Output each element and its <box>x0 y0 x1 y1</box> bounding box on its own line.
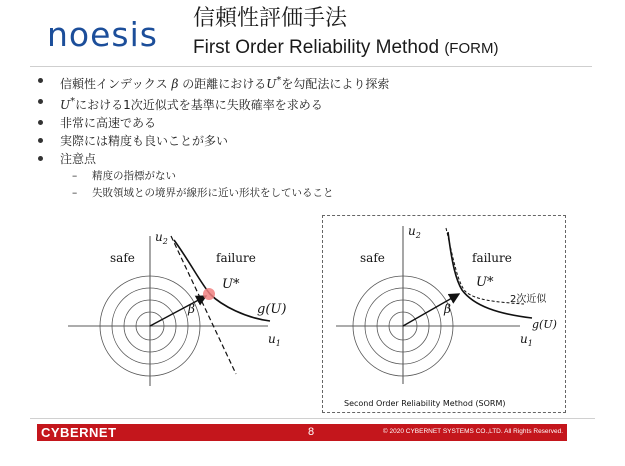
u-symbol: U <box>266 77 277 91</box>
cybernet-logo: CYBERNET <box>41 425 117 440</box>
limit-state-label: g(U) <box>532 318 557 331</box>
sorm-caption: Second Order Reliability Method (SORM) <box>344 399 506 408</box>
beta-label: β <box>444 302 451 316</box>
footer-band <box>37 424 567 441</box>
copyright-notice: © 2020 CYBERNET SYSTEMS CO.,LTD. All Rights Reserved. <box>382 428 563 435</box>
safe-label: safe <box>360 251 385 265</box>
axis-u1-label: $u_1$ <box>268 332 281 348</box>
footer-divider <box>30 418 595 419</box>
noesis-logo: noesis <box>47 15 158 54</box>
title-en-abbr: (FORM) <box>444 40 499 57</box>
quadratic-approximation-curve <box>446 228 524 304</box>
limit-state-label: g(U) <box>257 302 287 317</box>
sub-bullet-item: – 精度の指標がない <box>60 168 389 185</box>
title-en-main: First Order Reliability Method <box>193 37 440 58</box>
page-number: 8 <box>308 426 315 438</box>
bullet-item: 非常に高速である <box>60 114 389 132</box>
failure-label: failure <box>472 251 512 265</box>
u-symbol: U <box>60 98 71 112</box>
slide-title-jp: 信頼性評価手法 <box>193 6 348 31</box>
bullet-text: 信頼性インデックス <box>60 77 172 91</box>
approximation-label: 2次近似 <box>510 294 547 305</box>
failure-label: failure <box>216 251 256 265</box>
axis-u1-label: $u_1$ <box>520 332 533 348</box>
star-superscript: * <box>70 96 76 107</box>
star-superscript: * <box>276 75 282 86</box>
design-point-label: U* <box>476 275 494 290</box>
axis-u2-label: $u_2$ <box>408 224 421 240</box>
sub-bullet-item: – 失敗領域との境界が線形に近い形状をしていること <box>60 185 389 202</box>
beta-symbol: β <box>171 77 179 91</box>
bullet-text: における1次近似式を基準に失敗確率を求める <box>75 98 323 112</box>
safe-label: safe <box>110 251 135 265</box>
beta-label: β <box>188 302 195 316</box>
bullet-item: 実際には精度も良いことが多い <box>60 132 389 150</box>
design-point-label: U* <box>222 277 240 292</box>
bullet-item: 注意点 <box>60 150 389 168</box>
axis-u2-label: $u_2$ <box>155 230 168 246</box>
bullet-text: の距離における <box>178 77 267 91</box>
bullet-text: を勾配法により探索 <box>281 77 390 91</box>
